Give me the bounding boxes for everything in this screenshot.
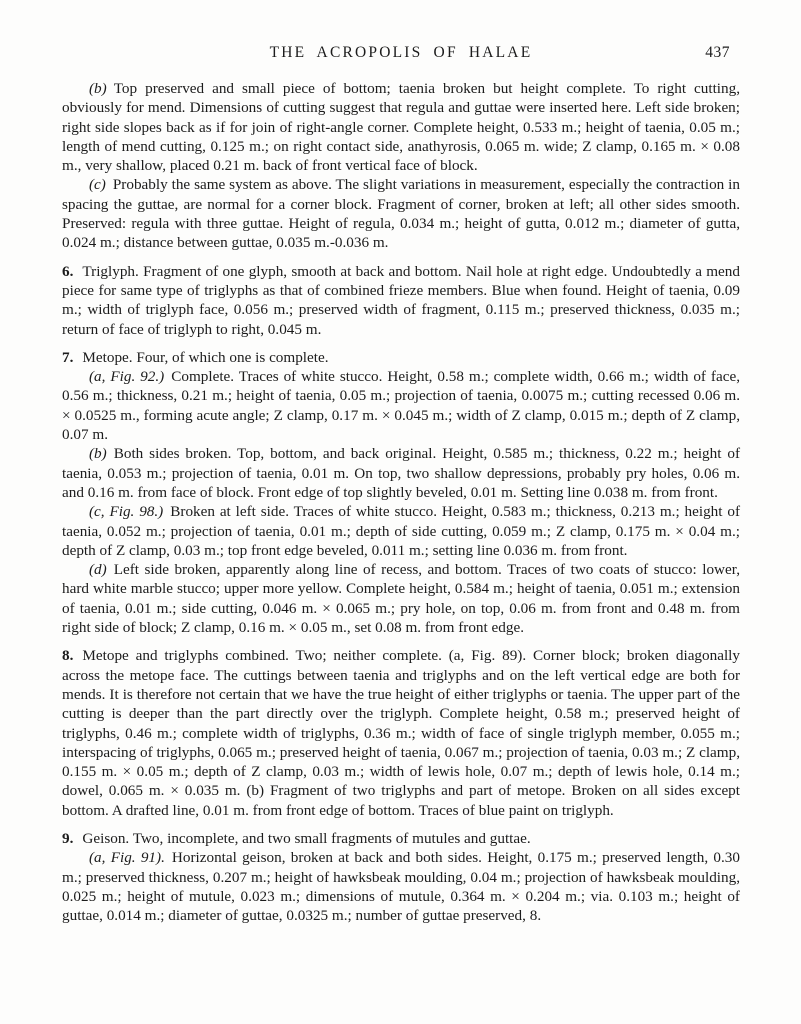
paragraph-lead: (a, Fig. 91). (89, 849, 165, 867)
paragraph-c (62, 175, 740, 252)
page-title: THE ACROPOLIS OF HALAE (269, 44, 533, 61)
section-7 (62, 348, 740, 367)
paragraph-text: Horizontal geison, broken at back and both sides. Height, 0.175 m.; preserved length, 0.30 m.; preserved thickness, 0.207 m.; height of hawksbeak moulding, 0.04 m.; projection of hawksbeak moulding, 0.025 m.; height of mutule, 0.023 m.; dimensions of mutule, 0.364 m. × 0.204 m.; via. 0.103 m.; height of guttae, 0.014 m.; diameter of guttae, 0.0325 m.; number of guttae preserved, 8. (62, 849, 740, 925)
paragraph-text: Both sides broken. Top, bottom, and back original. Height, 0.585 m.; thickness, 0.22 m.; height of taenia, 0.053 m.; projection of taenia, 0.01 m. On top, two shallow depressions, probably pry holes, 0.06 m. and 0.16 m. from face of block. Front edge of top slightly beveled, 0.01 m. Setting line 0.038 m. from front. (62, 445, 740, 501)
running-header (62, 44, 740, 66)
paragraph-lead: (b) (89, 80, 107, 97)
page-number: 437 (705, 44, 730, 61)
paragraph-lead: (b) (89, 445, 107, 463)
paragraph-text: Left side broken, apparently along line of recess, and bottom. Traces of two coats of stucco: lower, hard white marble stucco; upper more yellow. Complete height, 0.584 m.; height of taenia, 0.051 m.; extension of taenia, 0.01 m.; side cutting, 0.046 m. × 0.065 m.; pry hole, on top, 0.06 m. from front and 0.48 m. from right side of block; Z clamp, 0.16 m. × 0.05 m., set 0.08 m. from front edge. (62, 561, 740, 637)
section-number: 9. (62, 829, 74, 847)
paragraph-text: Triglyph. Fragment of one glyph, smooth at back and bottom. Nail hole at right edge. Undoubtedly a mend piece for same type of triglyphs as that of combined frieze members. Blue when found. Height of taenia, 0.09 m.; width of triglyph face, 0.056 m.; preserved width of fragment, 0.115 m.; preserved thickness, 0.035 m.; return of face of triglyph to right, 0.045 m. (62, 262, 740, 338)
paragraph-7d (62, 560, 740, 637)
paragraph-text: Broken at left side. Traces of white stucco. Height, 0.583 m.; thickness, 0.213 m.; height of taenia, 0.052 m.; projection of taenia, 0.01 m.; depth of side cutting, 0.059 m.; Z clamp, 0.175 m. × 0.04 m.; depth of Z clamp, 0.03 m.; top front edge beveled, 0.011 m.; setting line 0.036 m. from front. (62, 503, 740, 559)
paragraph-text: Top preserved and small piece of bottom; taenia broken but height complete. To right cutting, obviously for mend. Dimensions of cutting suggest that regula and guttae were inserted here. Left side broken; right side slopes back as if for join of right-angle corner. Complete height, 0.533 m.; height of taenia, 0.05 m.; length of mend cutting, 0.125 m.; on right contact side, anathyrosis, 0.065 m. wide; Z clamp, 0.165 m. × 0.08 m., very shallow, placed 0.21 m. back of front vertical face of block. (62, 80, 740, 175)
section-6 (62, 262, 740, 339)
section-9 (62, 829, 740, 848)
paragraph-7c (62, 502, 740, 560)
paragraph-lead: (c, Fig. 98.) (89, 503, 164, 521)
text-body (62, 79, 740, 925)
section-number: 8. (62, 647, 74, 665)
paragraph-b (62, 79, 740, 175)
section-8 (62, 646, 740, 820)
paragraph-9a (62, 848, 740, 925)
paragraph-7b (62, 444, 740, 502)
paragraph-lead: (a, Fig. 92.) (89, 368, 165, 386)
paragraph-text: Geison. Two, incomplete, and two small fragments of mutules and guttae. (82, 829, 531, 847)
paragraph-lead: (c) (89, 176, 106, 194)
paragraph-text: Complete. Traces of white stucco. Height, 0.58 m.; complete width, 0.66 m.; width of face, 0.56 m.; thickness, 0.21 m.; height of taenia, 0.05 m.; projection of taenia, 0.0075 m.; cutting recessed 0.06 m. × 0.0525 m., forming acute angle; Z clamp, 0.17 m. × 0.045 m.; width of Z clamp, 0.015 m.; depth of Z clamp, 0.07 m. (62, 368, 740, 444)
section-number: 6. (62, 262, 74, 280)
paragraph-7a (62, 367, 740, 444)
paragraph-text: Metope. Four, of which one is complete. (82, 348, 329, 366)
paragraph-text: Probably the same system as above. The slight variations in measurement, especially the contraction in spacing the guttae, are normal for a corner block. Fragment of corner, broken at left; all other sides smooth. Preserved: regula with three guttae. Height of regula, 0.034 m.; height of gutta, 0.012 m.; diameter of gutta, 0.024 m.; distance between guttae, 0.035 m.-0.036 m. (62, 176, 740, 252)
paragraph-text: Metope and triglyphs combined. Two; neither complete. (a, Fig. 89). Corner block; broken diagonally across the metope face. The cuttings between taenia and triglyphs and on the left vertical edge are both for mends. It is therefore not certain that we have the true height of either triglyphs or taenia. The upper part of the cutting is deeper than the part directly over the triglyph. Complete height, 0.58 m.; preserved height of triglyphs, 0.46 m.; complete width of triglyphs, 0.36 m.; width of face of single triglyph member, 0.055 m.; interspacing of triglyphs, 0.065 m.; preserved height of taenia, 0.067 m.; projection of taenia, 0.03 m.; Z clamp, 0.155 m. × 0.05 m.; depth of Z clamp, 0.03 m.; width of lewis hole, 0.07 m.; depth of lewis hole, 0.14 m.; dowel, 0.065 m. × 0.035 m. (b) Fragment of two triglyphs and part of metope. Broken on all sides except bottom. A drafted line, 0.01 m. from front edge of bottom. Traces of blue paint on triglyph. (62, 647, 740, 819)
section-number: 7. (62, 348, 74, 366)
paragraph-lead: (d) (89, 561, 107, 579)
